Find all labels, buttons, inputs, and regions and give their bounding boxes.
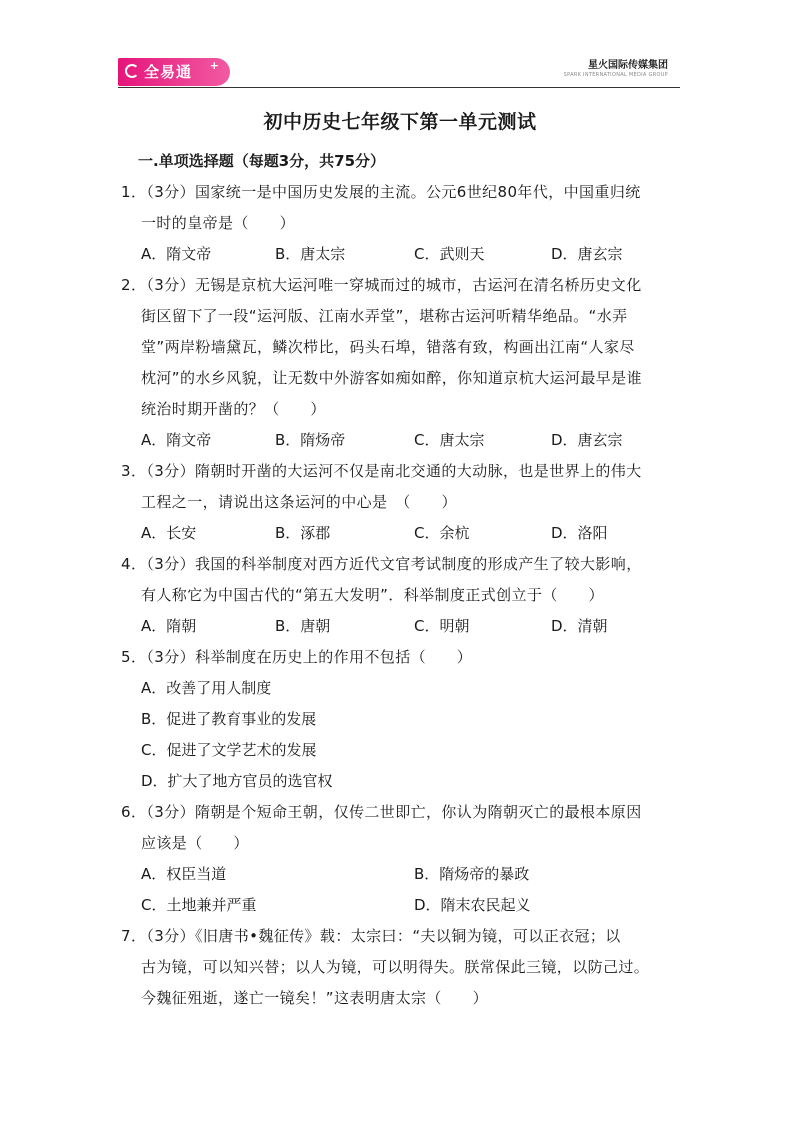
question-6-line-2: 应该是（ ） <box>141 834 249 852</box>
question-5-line-1: 5．（3分）科举制度在历史上的作用不包括（ ） <box>121 648 473 666</box>
logo-text: 全易通 <box>144 63 193 81</box>
header-divider <box>118 87 680 88</box>
question-6-option-d: D．隋末农民起义 <box>414 896 531 914</box>
question-3-option-a: A．长安 <box>141 524 197 542</box>
question-4-line-2: 有人称它为中国古代的“第五大发明”．科举制度正式创立于（ ） <box>141 586 604 604</box>
question-4-option-c: C．明朝 <box>414 617 470 635</box>
question-5-option-a: A．改善了用人制度 <box>141 679 272 697</box>
company-name: 星火国际传媒集团 <box>588 60 668 71</box>
question-2-option-a: A．隋文帝 <box>141 431 212 449</box>
question-7-line-1: 7．（3分）《旧唐书•魏征传》载：太宗曰：“夫以铜为镜，可以正衣冠；以 <box>121 927 621 945</box>
question-2-line-2: 街区留下了一段“运河版、江南水弄堂”，堪称古运河听精华绝品。“水弄 <box>141 307 628 325</box>
question-4-option-d: D．清朝 <box>551 617 608 635</box>
logo-mark-icon <box>125 64 139 78</box>
question-4-option-a: A．隋朝 <box>141 617 197 635</box>
question-3-option-b: B．涿郡 <box>275 524 331 542</box>
question-2-option-c: C．唐太宗 <box>414 431 485 449</box>
question-5-option-d: D．扩大了地方官员的选官权 <box>141 772 333 790</box>
question-7-line-3: 今魏征殂逝，遂亡一镜矣！”这表明唐太宗（ ） <box>141 989 488 1007</box>
question-1-line-2: 一时的皇帝是（ ） <box>141 214 296 232</box>
question-2-option-b: B．隋炀帝 <box>275 431 346 449</box>
question-5-option-c: C．促进了文学艺术的发展 <box>141 741 317 759</box>
question-5-option-b: B．促进了教育事业的发展 <box>141 710 317 728</box>
question-6-line-1: 6．（3分）隋朝是个短命王朝，仅传二世即亡，你认为隋朝灭亡的最根本原因 <box>121 803 642 821</box>
question-3-option-d: D．洛阳 <box>551 524 608 542</box>
question-3-line-1: 3．（3分）隋朝时开凿的大运河不仅是南北交通的大动脉，也是世界上的伟大 <box>121 462 642 480</box>
question-2-line-1: 2．（3分）无锡是京杭大运河唯一穿城而过的城市，古运河在清名桥历史文化 <box>121 276 642 294</box>
question-1-line-1: 1．（3分）国家统一是中国历史发展的主流。公元6世纪80年代，中国重归统 <box>121 183 641 201</box>
question-6-option-a: A．权臣当道 <box>141 865 227 883</box>
question-1-option-c: C．武则天 <box>414 245 485 263</box>
question-2-line-4: 枕河”的水乡风貌，让无数中外游客如痴如醉，你知道京杭大运河最早是谁 <box>141 369 642 387</box>
question-1-option-a: A．隋文帝 <box>141 245 212 263</box>
brand-logo <box>118 58 230 86</box>
question-1-option-d: D．唐玄宗 <box>551 245 623 263</box>
question-3-option-c: C．余杭 <box>414 524 470 542</box>
company-subtitle: SPARK INTERNATIONAL MEDIA GROUP <box>563 72 668 78</box>
question-2-option-d: D．唐玄宗 <box>551 431 623 449</box>
question-6-option-b: B．隋炀帝的暴政 <box>414 865 530 883</box>
question-4-line-1: 4．（3分）我国的科举制度对西方近代文官考试制度的形成产生了较大影响， <box>121 555 642 573</box>
question-2-line-5: 统治时期开凿的？（ ） <box>141 400 326 418</box>
question-6-option-c: C．土地兼并严重 <box>141 896 257 914</box>
document-title: 初中历史七年级下第一单元测试 <box>263 111 537 133</box>
page-header <box>118 54 680 90</box>
question-7-line-2: 古为镜，可以知兴替；以人为镜，可以明得失。朕常保此三镜，以防己过。 <box>141 958 650 976</box>
company-block <box>564 60 668 79</box>
question-3-line-2: 工程之一，请说出这条运河的中心是 （ ） <box>141 493 457 511</box>
section-heading: 一.单项选择题（每题3分，共75分） <box>138 152 386 170</box>
question-2-line-3: 堂”两岸粉墙黛瓦，鳞次栉比，码头石埠，错落有致，构画出江南“人家尽 <box>141 338 635 356</box>
question-4-option-b: B．唐朝 <box>275 617 331 635</box>
question-1-option-b: B．唐太宗 <box>275 245 346 263</box>
logo-plus: + <box>209 59 220 72</box>
